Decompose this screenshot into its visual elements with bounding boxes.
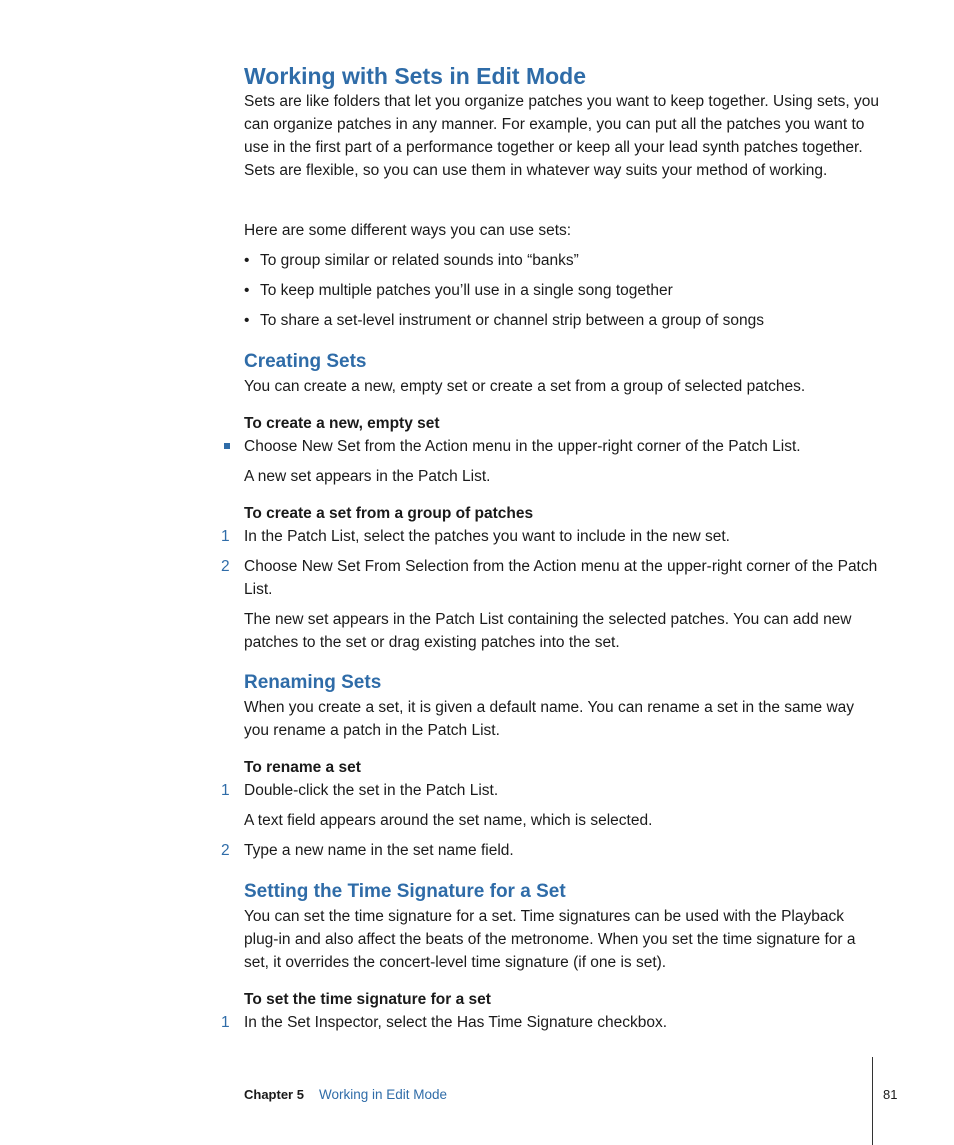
bullet-text: To group similar or related sounds into “banks” <box>260 252 579 269</box>
task-title: To create a new, empty set <box>244 415 440 432</box>
footer-divider <box>872 1057 873 1145</box>
bullet-icon: • <box>244 252 250 269</box>
bullet-text: To keep multiple patches you’ll use in a single song together <box>260 282 673 299</box>
bullet-icon: • <box>244 282 250 299</box>
creating-intro: You can create a new, empty set or create a set from a group of selected patches. <box>244 378 806 395</box>
step-number: 2 <box>221 558 230 575</box>
step-number: 1 <box>221 1014 230 1031</box>
task-title: To set the time signature for a set <box>244 991 491 1008</box>
step-text: In the Patch List, select the patches you want to include in the new set. <box>244 528 730 545</box>
task-title: To create a set from a group of patches <box>244 505 534 522</box>
footer-chapter: Chapter 5 <box>244 1087 304 1102</box>
task-step: Choose New Set from the Action menu in the upper-right corner of the Patch List. <box>244 438 801 455</box>
task-title: To rename a set <box>244 759 361 776</box>
bullet-item <box>244 309 764 332</box>
step-text: In the Set Inspector, select the Has Time Signature checkbox. <box>244 1014 668 1031</box>
bullet-icon: • <box>244 312 250 329</box>
page-number: 81 <box>883 1087 898 1102</box>
step-text: Type a new name in the set name field. <box>244 842 514 859</box>
section-heading-creating: Creating Sets <box>244 351 367 372</box>
step-text: Double-click the set in the Patch List. <box>244 782 499 799</box>
intro-paragraph: Sets are like folders that let you organize patches you want to keep together. Using sets, you can organize patches in any manner. For example, you can put all the patches you want to use in the first part of a performance together or keep all your lead synth patches together. Sets are flexible, so you can use them in whatever way suits your method of working. <box>244 93 880 179</box>
bullet-item <box>244 249 579 272</box>
footer-chapter-title: Working in Edit Mode <box>319 1087 448 1102</box>
section-heading-renaming: Renaming Sets <box>244 672 382 693</box>
square-bullet-icon <box>224 443 230 449</box>
section-heading-timesig: Setting the Time Signature for a Set <box>244 881 566 902</box>
step-result: A text field appears around the set name, which is selected. <box>244 812 653 829</box>
task-result: The new set appears in the Patch List containing the selected patches. You can add new patches to the set or drag existing patches into the set. <box>244 611 852 651</box>
step-number: 1 <box>221 782 230 799</box>
step-text: Choose New Set From Selection from the Action menu at the upper-right corner of the Patch List. <box>244 558 878 598</box>
task-result: A new set appears in the Patch List. <box>244 468 491 485</box>
page-title: Working with Sets in Edit Mode <box>244 63 587 89</box>
timesig-intro: You can set the time signature for a set. Time signatures can be used with the Playback plug-in and also affect the beats of the metronome. When you set the time signature for a set, it overrides the concert-level time signature (if one is set). <box>244 908 856 971</box>
ways-intro: Here are some different ways you can use sets: <box>244 222 572 239</box>
bullet-item <box>244 279 673 302</box>
step-number: 2 <box>221 842 230 859</box>
step-number: 1 <box>221 528 230 545</box>
bullet-text: To share a set-level instrument or channel strip between a group of songs <box>260 312 765 329</box>
renaming-intro: When you create a set, it is given a default name. You can rename a set in the same way you rename a patch in the Patch List. <box>244 699 855 739</box>
